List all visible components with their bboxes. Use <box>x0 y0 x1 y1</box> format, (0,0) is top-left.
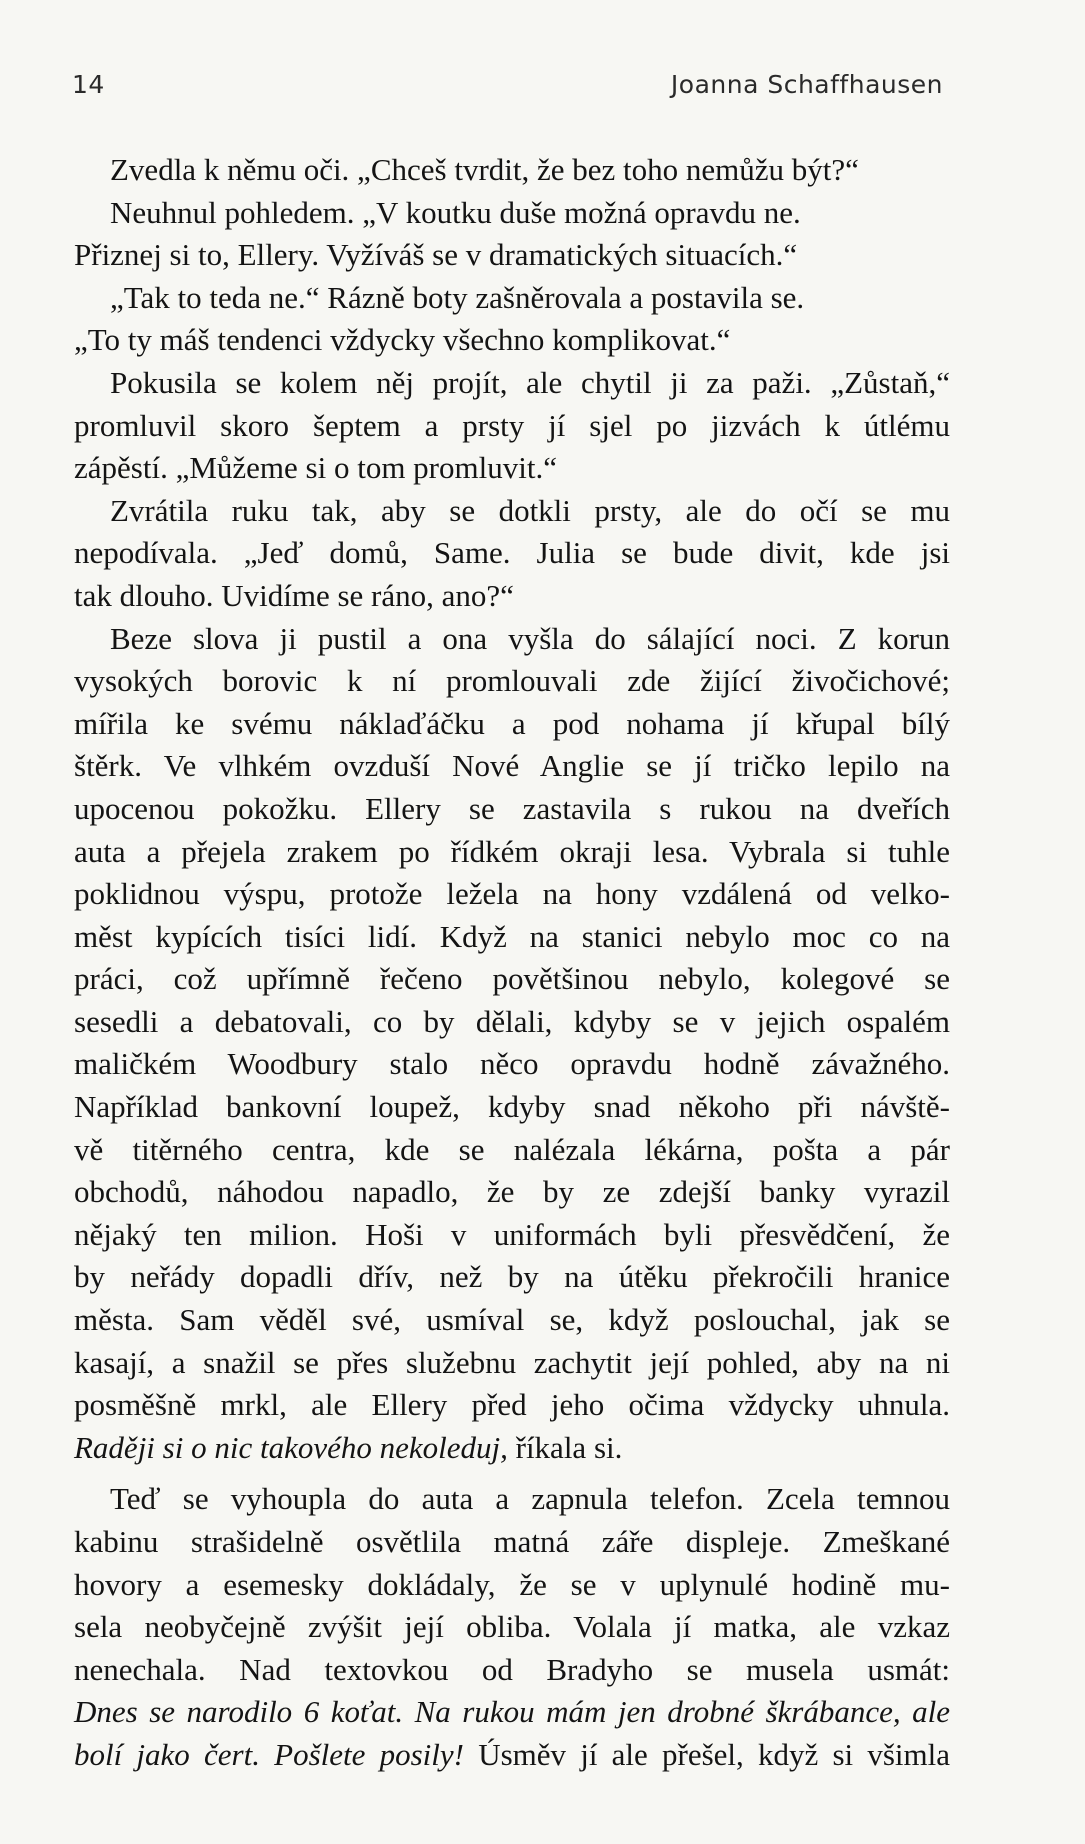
text-line <box>74 1649 950 1692</box>
text-line <box>74 1129 950 1172</box>
text-line <box>74 831 950 874</box>
text-line <box>74 319 950 362</box>
text-line <box>74 873 950 916</box>
line-text: Teď se vyhoupla do auta a zapnula telefon. Zcela temnou <box>110 1481 950 1517</box>
line-text: Úsměv jí ale přešel, když si všimla <box>464 1736 950 1772</box>
text-line <box>74 1734 950 1777</box>
text-line <box>74 1691 950 1734</box>
line-text: hovory a esemesky dokládaly, že se v uplynulé hodině mu- <box>74 1566 950 1602</box>
line-text: měst kypících tisíci lidí. Když na stanici nebylo moc co na <box>74 918 950 954</box>
line-text: Přiznej si to, Ellery. Vyžíváš se v dramatických situacích.“ <box>74 237 798 273</box>
text-line <box>74 1256 950 1299</box>
line-text: města. Sam věděl své, usmíval se, když poslouchal, jak se <box>74 1302 950 1338</box>
text-line <box>74 1384 950 1427</box>
text-line <box>74 1564 950 1607</box>
body-text <box>74 149 950 1777</box>
text-line <box>74 958 950 1001</box>
text-line <box>74 1478 950 1521</box>
text-line <box>74 405 950 448</box>
text-line <box>74 149 950 192</box>
line-text: promluvil skoro šeptem a prsty jí sjel po jizvách k útlému <box>74 407 950 443</box>
line-text: Beze slova ji pustil a ona vyšla do sálající noci. Z korun <box>110 620 950 656</box>
running-title: Joanna Schaffhausen <box>670 70 943 99</box>
line-text: kasají, a snažil se přes služebnu zachytit její pohled, aby na ni <box>74 1344 950 1380</box>
line-text: „To ty máš tendenci vždycky všechno komplikovat.“ <box>74 322 731 358</box>
text-line <box>74 1427 950 1470</box>
text-line <box>74 660 950 703</box>
page-number: 14 <box>72 70 105 99</box>
italic-text: bolí jako čert. Pošlete posily! <box>74 1736 464 1772</box>
text-line <box>74 447 950 490</box>
line-text: tak dlouho. Uvidíme se ráno, ano?“ <box>74 577 514 613</box>
line-text: „Tak to teda ne.“ Rázně boty zašněrovala a postavila se. <box>110 279 805 315</box>
line-text: vysokých borovic k ní promlouvali zde žijící živočichové; <box>74 663 950 699</box>
running-header <box>72 70 943 110</box>
italic-text: Dnes se narodilo 6 koťat. Na rukou mám jen drobné škrábance, ale <box>74 1694 950 1730</box>
text-line <box>74 703 950 746</box>
line-text: štěrk. Ve vlhkém ovzduší Nové Anglie se jí tričko lepilo na <box>74 748 950 784</box>
line-text: nepodívala. „Jeď domů, Same. Julia se bude divit, kde jsi <box>74 535 950 571</box>
line-text: zápěstí. „Můžeme si o tom promluvit.“ <box>74 450 557 486</box>
line-text: obchodů, náhodou napadlo, že by ze zdejší banky vyrazil <box>74 1174 950 1210</box>
text-line <box>74 1342 950 1385</box>
line-text: poklidnou výspu, protože ležela na hony vzdálená od velko- <box>74 876 950 912</box>
text-line <box>74 362 950 405</box>
line-text: nějaký ten milion. Hoši v uniformách byli přesvědčení, že <box>74 1216 950 1252</box>
text-line <box>74 1521 950 1564</box>
text-line <box>74 277 950 320</box>
line-text: posměšně mrkl, ale Ellery před jeho očima vždycky uhnula. <box>74 1387 950 1423</box>
text-line <box>74 1299 950 1342</box>
line-text: Pokusila se kolem něj projít, ale chytil ji za paži. „Zůstaň,“ <box>110 364 950 400</box>
text-line <box>74 1086 950 1129</box>
line-text: sesedli a debatovali, co by dělali, kdyby se v jejich ospalém <box>74 1003 950 1039</box>
text-line <box>74 1606 950 1649</box>
text-line <box>74 916 950 959</box>
line-text: maličkém Woodbury stalo něco opravdu hodně závažného. <box>74 1046 950 1082</box>
line-text: kabinu strašidelně osvětlila matná záře displeje. Zmeškané <box>74 1524 950 1559</box>
text-line <box>74 1171 950 1214</box>
line-text: Například bankovní loupež, kdyby snad někoho při návště- <box>74 1089 950 1125</box>
line-text: upocenou pokožku. Ellery se zastavila s rukou na dveřích <box>74 790 950 826</box>
text-line <box>74 618 950 661</box>
text-line <box>74 192 950 235</box>
line-text: vě titěrného centra, kde se nalézala lékárna, pošta a pár <box>74 1131 950 1167</box>
line-text: sela neobyčejně zvýšit její obliba. Volala jí matka, ale vzkaz <box>74 1609 950 1645</box>
line-text: Zvrátila ruku tak, aby se dotkli prsty, ale do očí se mu <box>110 492 950 528</box>
text-line <box>74 234 950 277</box>
text-line <box>74 490 950 533</box>
line-text: auta a přejela zrakem po řídkém okraji lesa. Vybrala si tuhle <box>74 833 950 869</box>
line-text: říkala si. <box>507 1429 623 1465</box>
text-line <box>74 532 950 575</box>
line-text: Neuhnul pohledem. „V koutku duše možná opravdu ne. <box>110 194 801 230</box>
text-line <box>74 1001 950 1044</box>
text-line <box>74 745 950 788</box>
line-text: Zvedla k němu oči. „Chceš tvrdit, že bez toho nemůžu být?“ <box>110 152 859 187</box>
line-text: práci, což upřímně řečeno povětšinou nebylo, kolegové se <box>74 961 950 997</box>
italic-text: Raději si o nic takového nekoleduj, <box>74 1429 508 1465</box>
text-line <box>74 1214 950 1257</box>
line-text: by neřády dopadli dřív, než by na útěku překročili hranice <box>74 1259 950 1295</box>
text-line <box>74 788 950 831</box>
line-text: mířila ke svému náklaďáčku a pod nohama jí křupal bílý <box>74 705 950 741</box>
line-text: nenechala. Nad textovkou od Bradyho se musela usmát: <box>74 1651 950 1687</box>
text-line <box>74 1043 950 1086</box>
text-line <box>74 575 950 618</box>
